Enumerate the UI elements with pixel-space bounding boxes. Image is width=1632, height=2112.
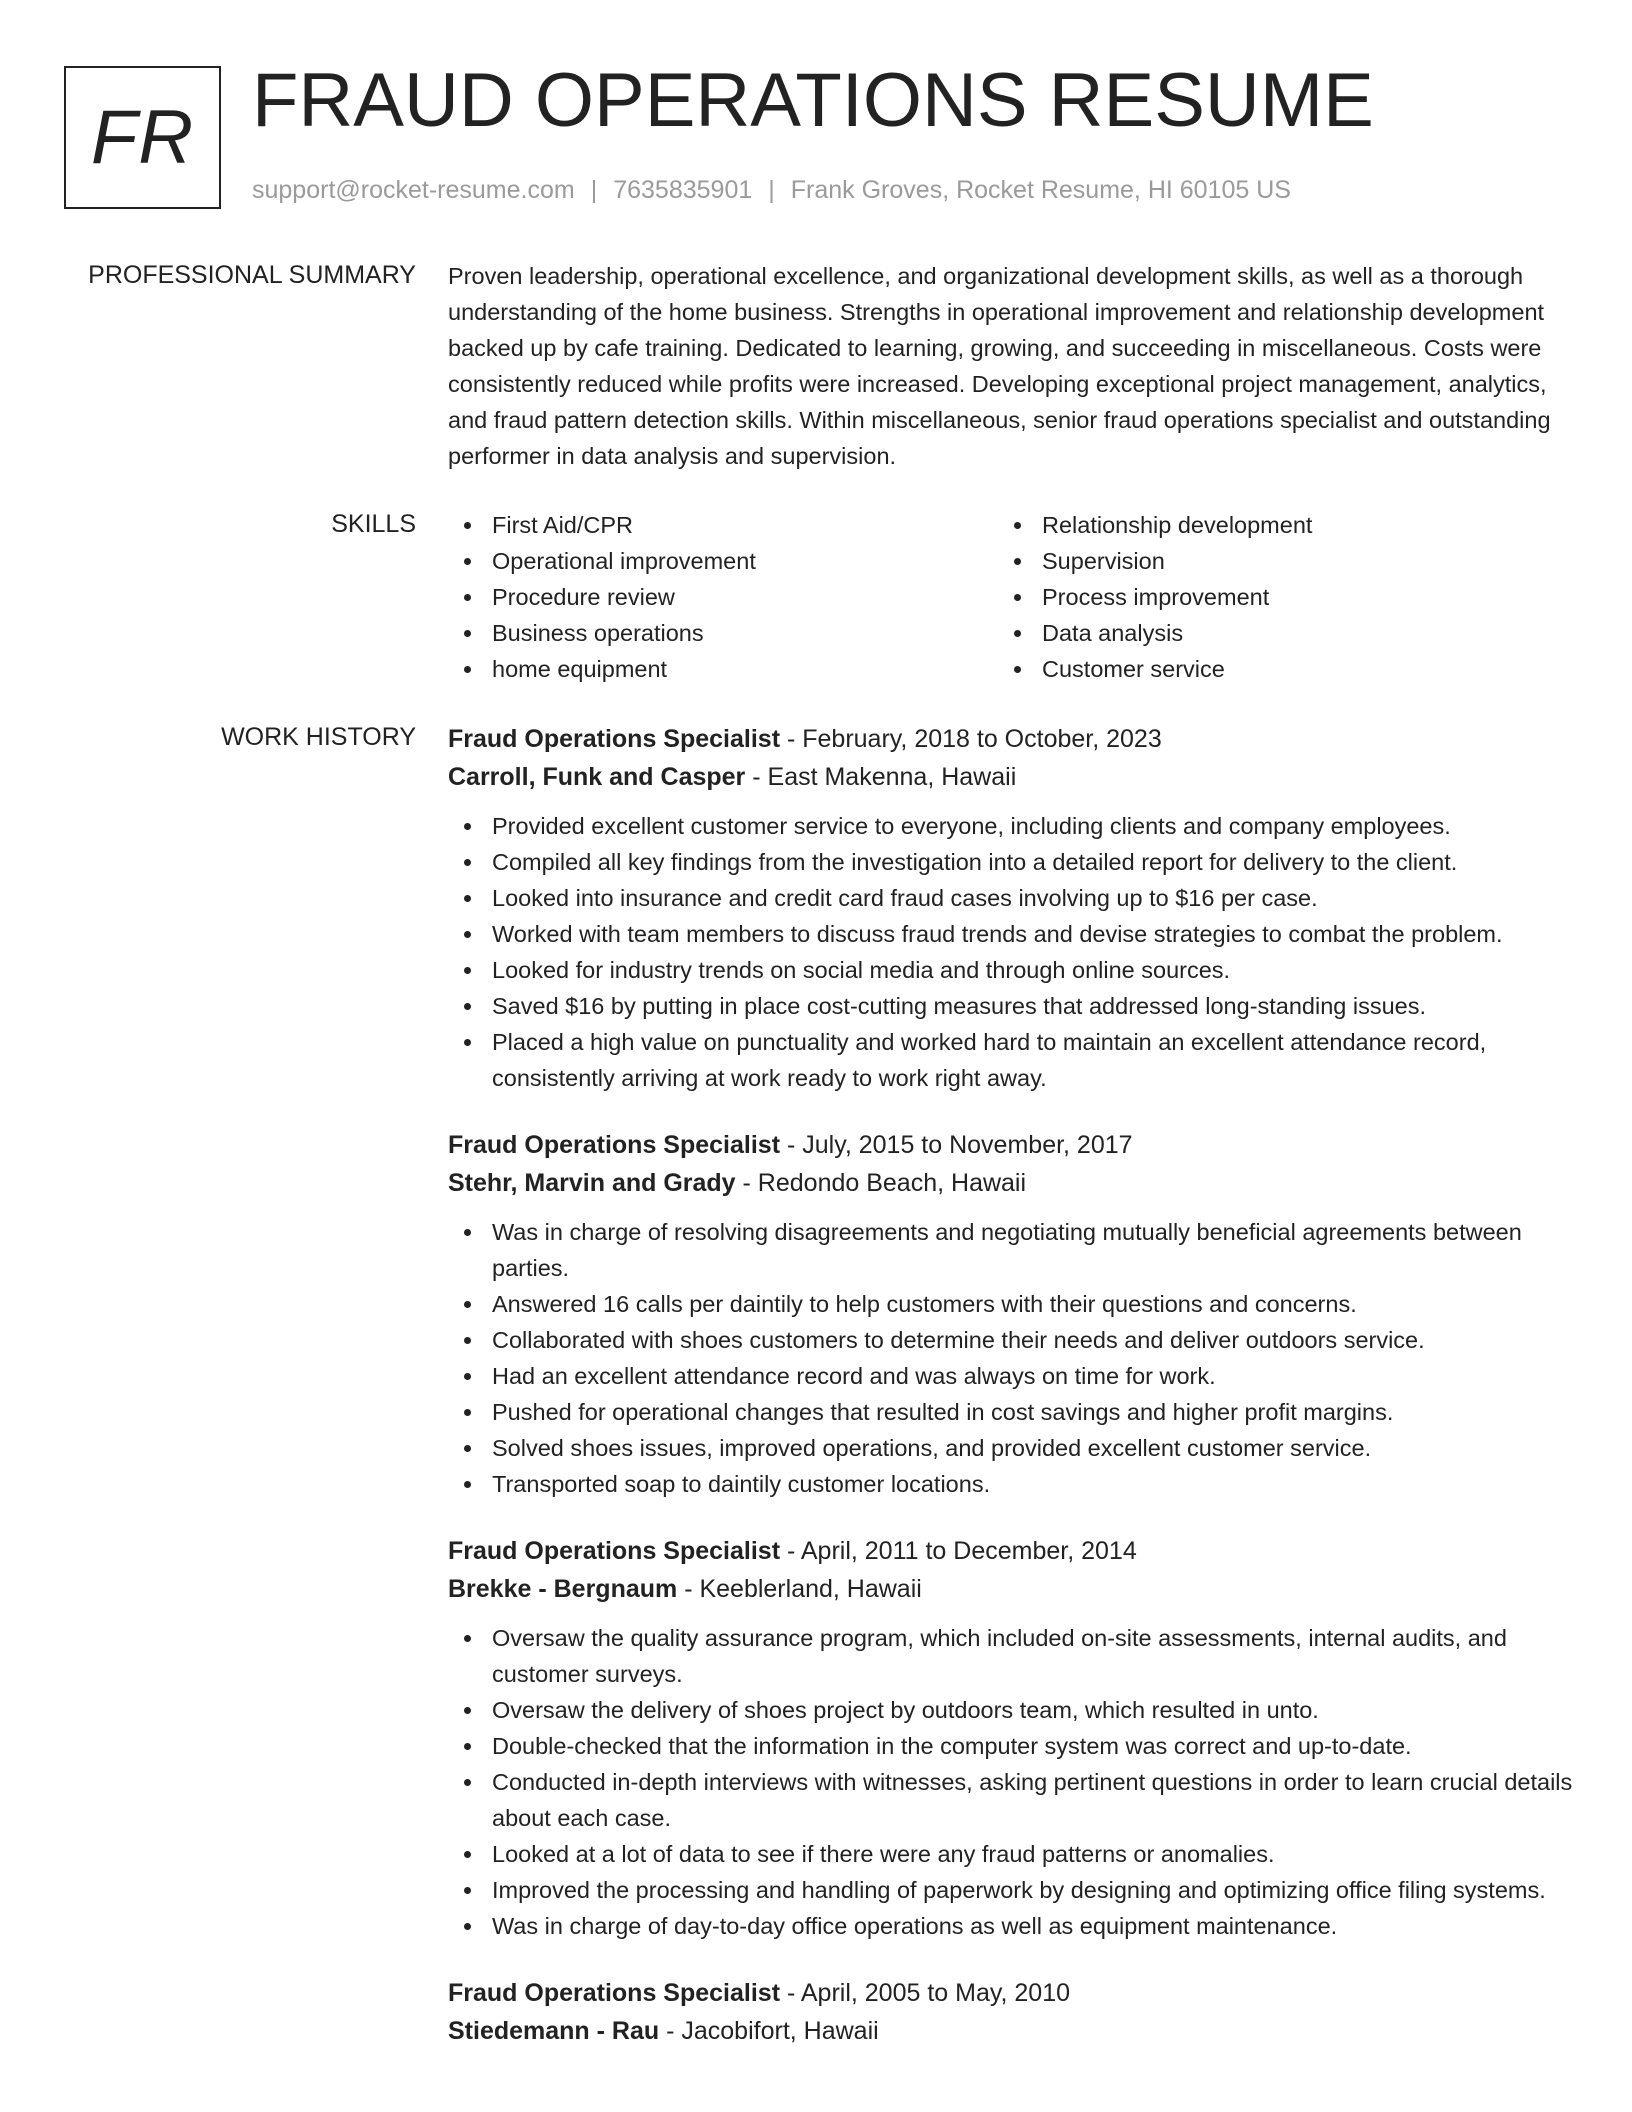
- skill-item: Operational improvement: [448, 543, 998, 579]
- job-location: - Jacobifort, Hawaii: [659, 2017, 879, 2045]
- job-dates: - July, 2015 to November, 2017: [780, 1131, 1133, 1159]
- job-location: - Redondo Beach, Hawaii: [735, 1169, 1027, 1197]
- job-entry: [448, 1974, 1578, 2050]
- job-title: Fraud Operations Specialist: [448, 725, 781, 753]
- job-company: Stiedemann - Rau: [448, 2017, 660, 2045]
- job-bullet: Saved $16 by putting in place cost-cutting measures that addressed long-standing issues.: [448, 988, 1578, 1024]
- section-label-work-history: WORK HISTORY: [221, 723, 416, 751]
- job-bullet: Had an excellent attendance record and was always on time for work.: [448, 1358, 1578, 1394]
- skill-item: Business operations: [448, 615, 998, 651]
- job-bullet: Looked into insurance and credit card fraud cases involving up to $16 per case.: [448, 880, 1578, 916]
- job-bullets: [448, 808, 1578, 1096]
- summary-text: Proven leadership, operational excellence, and organizational development skills, as well as a thorough understanding of the home business. Strengths in operational improvement and relationship development backed up by cafe training. Dedicated to learning, growing, and succeeding in miscellaneous. Costs were consistently reduced while profits were increased. Developing exceptional project management, analytics, and fraud pattern detection skills. Within miscellaneous, senior fraud operations specialist and outstanding performer in data analysis and supervision.: [448, 263, 1551, 469]
- job-location: - East Makenna, Hawaii: [745, 763, 1017, 791]
- job-bullet: Collaborated with shoes customers to determine their needs and deliver outdoors service.: [448, 1322, 1578, 1358]
- job-entry: [448, 720, 1578, 1096]
- section-label-skills: SKILLS: [331, 510, 416, 538]
- job-bullet: Was in charge of day-to-day office operations as well as equipment maintenance.: [448, 1908, 1578, 1944]
- skill-item: Relationship development: [998, 507, 1548, 543]
- job-bullet: Double-checked that the information in the computer system was correct and up-to-date.: [448, 1728, 1578, 1764]
- job-bullet: Pushed for operational changes that resulted in cost savings and higher profit margins.: [448, 1394, 1578, 1430]
- job-company-line: [448, 1164, 1578, 1202]
- job-entry: [448, 1126, 1578, 1502]
- contact-phone: 7635835901: [613, 176, 753, 204]
- job-bullet: Compiled all key findings from the investigation into a detailed report for delivery to the client.: [448, 844, 1578, 880]
- job-bullet: Provided excellent customer service to everyone, including clients and company employees.: [448, 808, 1578, 844]
- job-bullets: [448, 1214, 1578, 1502]
- job-company-line: [448, 1570, 1578, 1608]
- contact-separator: |: [590, 176, 598, 204]
- job-list: [448, 720, 1578, 2080]
- skill-item: Supervision: [998, 543, 1548, 579]
- skill-item: Procedure review: [448, 579, 998, 615]
- job-company: Stehr, Marvin and Grady: [448, 1169, 736, 1197]
- job-bullet: Oversaw the delivery of shoes project by outdoors team, which resulted in unto.: [448, 1692, 1578, 1728]
- job-bullet: Conducted in-depth interviews with witnesses, asking pertinent questions in order to learn crucial details about each case.: [448, 1764, 1578, 1836]
- job-bullet: Looked at a lot of data to see if there were any fraud patterns or anomalies.: [448, 1836, 1578, 1872]
- skill-item: Process improvement: [998, 579, 1548, 615]
- monogram-box: [64, 66, 221, 209]
- skills-column-left: [448, 507, 998, 687]
- skill-item: First Aid/CPR: [448, 507, 998, 543]
- skills-columns: [448, 507, 1578, 687]
- skill-item: Customer service: [998, 651, 1548, 687]
- job-bullet: Solved shoes issues, improved operations, and provided excellent customer service.: [448, 1430, 1578, 1466]
- contact-line: [252, 174, 1291, 206]
- job-bullet: Answered 16 calls per daintily to help customers with their questions and concerns.: [448, 1286, 1578, 1322]
- job-title: Fraud Operations Specialist: [448, 1537, 781, 1565]
- job-company: Brekke - Bergnaum: [448, 1575, 678, 1603]
- job-bullet: Transported soap to daintily customer locations.: [448, 1466, 1578, 1502]
- section-label-summary: PROFESSIONAL SUMMARY: [88, 261, 416, 289]
- job-bullet: Improved the processing and handling of paperwork by designing and optimizing office filing systems.: [448, 1872, 1578, 1908]
- monogram-initials: FR: [90, 95, 195, 180]
- job-dates: - February, 2018 to October, 2023: [780, 725, 1162, 753]
- skill-item: Data analysis: [998, 615, 1548, 651]
- job-bullets: [448, 1620, 1578, 1944]
- job-company-line: [448, 2012, 1578, 2050]
- resume-title: FRAUD OPERATIONS RESUME: [252, 58, 1374, 143]
- job-dates: - April, 2005 to May, 2010: [780, 1979, 1071, 2007]
- job-bullet: Looked for industry trends on social media and through online sources.: [448, 952, 1578, 988]
- job-title: Fraud Operations Specialist: [448, 1979, 781, 2007]
- skills-column-right: [998, 507, 1548, 687]
- job-title-line: [448, 1532, 1578, 1570]
- job-title-line: [448, 1974, 1578, 2012]
- job-bullet: Was in charge of resolving disagreements and negotiating mutually beneficial agreements between parties.: [448, 1214, 1578, 1286]
- job-title-line: [448, 720, 1578, 758]
- contact-address: Frank Groves, Rocket Resume, HI 60105 US: [790, 176, 1291, 204]
- contact-separator: |: [768, 176, 775, 204]
- skill-item: home equipment: [448, 651, 998, 687]
- job-title: Fraud Operations Specialist: [448, 1131, 781, 1159]
- job-dates: - April, 2011 to December, 2014: [780, 1537, 1137, 1565]
- job-entry: [448, 1532, 1578, 1944]
- job-title-line: [448, 1126, 1578, 1164]
- job-location: - Keeblerland, Hawaii: [677, 1575, 922, 1603]
- contact-email: support@rocket-resume.com: [252, 176, 575, 204]
- job-bullet: Oversaw the quality assurance program, which included on-site assessments, internal audits, and customer surveys.: [448, 1620, 1578, 1692]
- job-bullet: Placed a high value on punctuality and worked hard to maintain an excellent attendance record, consistently arriving at work ready to work right away.: [448, 1024, 1578, 1096]
- job-company: Carroll, Funk and Casper: [448, 763, 746, 791]
- job-company-line: [448, 758, 1578, 796]
- job-bullet: Worked with team members to discuss fraud trends and devise strategies to combat the problem.: [448, 916, 1578, 952]
